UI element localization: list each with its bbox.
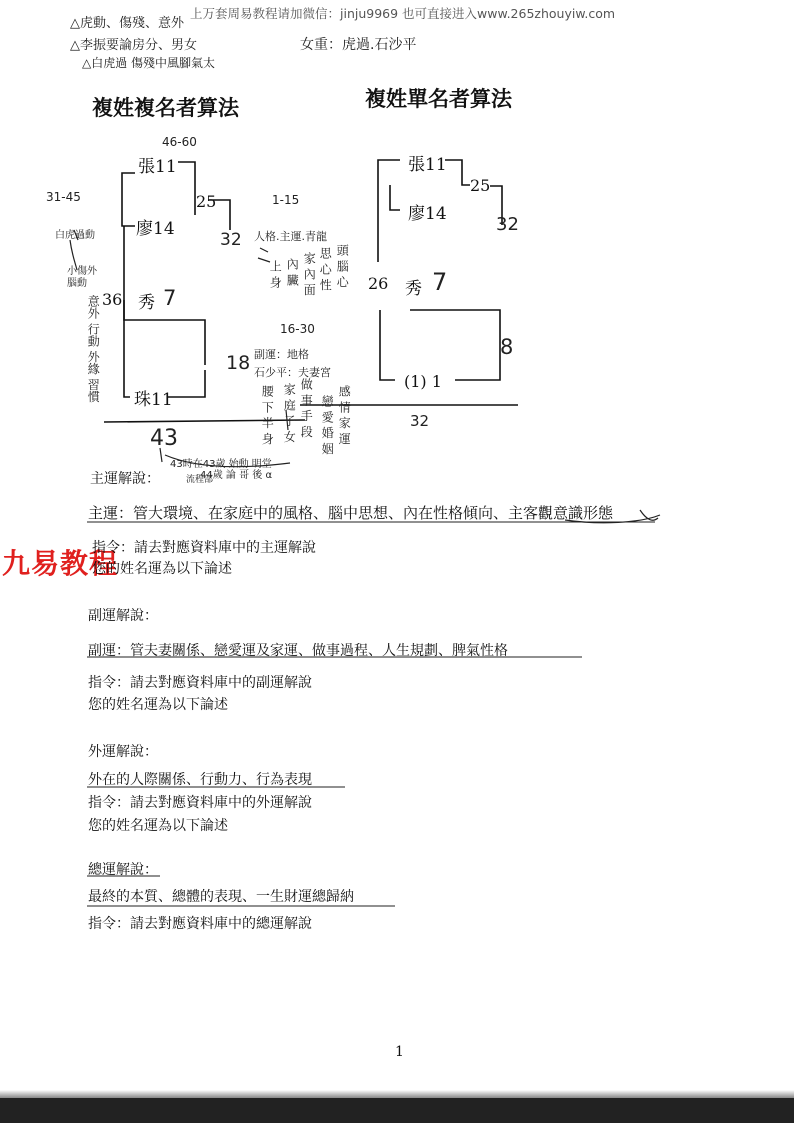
left-side-vertical: 意外 行動 外緣 習慣	[86, 295, 101, 403]
section-outer-line2: 您的姓名運為以下論述	[88, 818, 228, 834]
right-total: 26	[368, 274, 389, 293]
section-main-line2: 您的姓名運為以下論述	[92, 561, 232, 577]
left-side-note2: 小傷外	[67, 266, 97, 277]
middle-label2: 副運：地格	[254, 348, 309, 361]
right-row1: 張11	[408, 155, 447, 175]
middle-vert7: 家 庭 子 女	[282, 383, 297, 443]
left-grand-total: 43	[150, 426, 178, 451]
left-bottom-note2: 44歲 論 哥 後 α	[200, 470, 273, 481]
left-name1: 秀	[138, 293, 155, 313]
note-top-right-2: 女重：虎過.石沙平	[300, 37, 417, 53]
section-sub-summary: 副運：管夫妻關係、戀愛運及家運、做事過程、人生規劃、脾氣性格	[88, 643, 508, 659]
middle-vert10: 感 情 家 運	[337, 385, 352, 445]
section-sub-line1: 指令：請去對應資料庫中的副運解說	[88, 675, 312, 691]
scan-edge-fade	[0, 1090, 794, 1098]
section-main-heading: 主運解說：	[90, 471, 160, 487]
right-bottom: (1) 1	[404, 372, 442, 391]
note-top-1: △虎動、傷殘、意外	[70, 16, 184, 31]
scan-edge	[0, 1098, 794, 1123]
section-outer-line1: 指令：請去對應資料庫中的外運解說	[88, 795, 312, 811]
left-range-top: 46-60	[162, 135, 197, 149]
right-chart-title: 複姓單名者算法	[365, 86, 512, 111]
middle-vert3: 家 內 面	[302, 252, 317, 296]
section-sub-line2: 您的姓名運為以下論述	[88, 697, 228, 713]
section-outer-heading: 外運解說：	[88, 744, 158, 760]
section-outer-summary: 外在的人際關係、行動力、行為表現	[88, 772, 312, 788]
section-main-summary: 主運：管大環境、在家庭中的風格、腦中思想、內在性格傾向、主客觀意識形態	[88, 504, 614, 522]
middle-label1: 人格.主運.青龍	[254, 230, 327, 243]
middle-vert5: 頭 腦 心	[335, 244, 350, 288]
section-total-line1: 指令：請去對應資料庫中的總運解說	[88, 916, 312, 932]
left-sum2: 32	[220, 230, 242, 250]
left-right-total: 18	[226, 352, 251, 374]
left-total: 36	[102, 290, 123, 309]
left-chart-title: 複姓複名者算法	[92, 95, 239, 120]
middle-vert8: 做 事 手 段	[299, 378, 314, 438]
right-name1-hand: 7	[432, 268, 448, 296]
note-top-2: △李振要論房分、男女	[70, 38, 197, 53]
page-number: 1	[395, 1044, 404, 1060]
middle-range1: 1-15	[272, 193, 300, 207]
middle-vert1: 上 身	[268, 260, 283, 288]
section-main-line1: 指令：請去對應資料庫中的主運解說	[92, 540, 316, 556]
left-row1: 張11	[138, 157, 177, 177]
left-side-note3: 腦動	[67, 278, 87, 289]
section-total-heading: 總運解說：	[88, 862, 158, 878]
right-sum2: 32	[496, 214, 519, 235]
middle-vert2: 內 臟	[285, 258, 300, 286]
note-top-3: △白虎過 傷殘中風腳氣太	[82, 56, 216, 70]
middle-vert9: 戀 愛 婚 姻	[320, 395, 335, 455]
left-range-left: 31-45	[46, 190, 81, 204]
right-sum1: 25	[470, 176, 491, 195]
left-row2: 廖14	[136, 219, 175, 239]
left-bottom-note3: 流程部	[186, 475, 214, 485]
middle-label3: 石少平：夫妻宮	[254, 366, 331, 379]
left-bottom: 珠11	[134, 390, 173, 410]
section-total-summary: 最終的本質、總體的表現、一生財運總歸納	[88, 889, 354, 905]
right-name1: 秀	[405, 279, 422, 299]
middle-vert4: 思 心 性	[318, 247, 333, 291]
left-name1-hand: 7	[163, 286, 177, 310]
left-side-note1: 白虎過動	[55, 230, 95, 241]
middle-range2: 16-30	[280, 322, 315, 336]
right-right-total: 8	[500, 335, 514, 359]
right-grand-total: 32	[410, 412, 430, 430]
left-bottom-note1: 43時在43歲 始動 明堂	[170, 459, 272, 470]
watermark-text: 上万套周易教程请加微信：jinju9969 也可直接进入www.265zhouyiw.com	[190, 6, 616, 21]
section-sub-heading: 副運解說：	[88, 608, 158, 624]
right-row2: 廖14	[408, 204, 447, 224]
left-sum1: 25	[196, 192, 217, 211]
brand-logo: 九易教程	[2, 547, 119, 580]
middle-vert6: 腰 下 半 身	[260, 385, 275, 445]
